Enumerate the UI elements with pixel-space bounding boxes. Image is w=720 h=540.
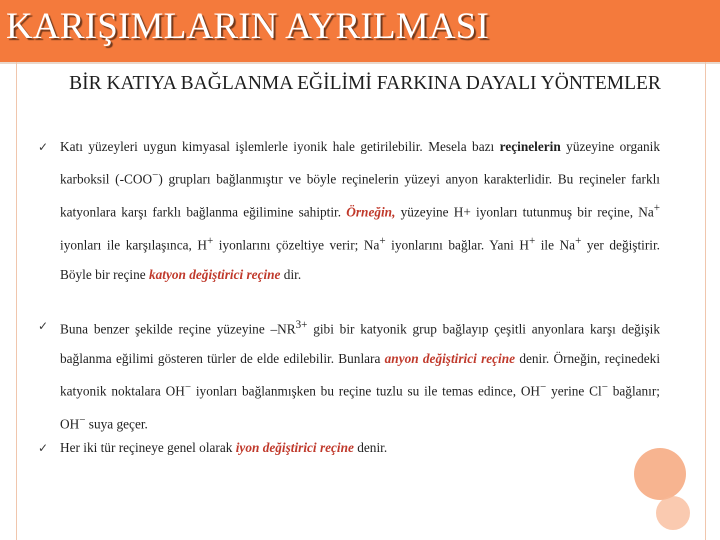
decorative-circle bbox=[634, 448, 686, 500]
text-run: iyonları ile karşılaşınca, H bbox=[60, 237, 207, 253]
text-run: denir. bbox=[353, 440, 388, 455]
superscript: − bbox=[540, 381, 547, 394]
checkmark-icon: ✓ bbox=[38, 140, 49, 154]
highlight-text: Örneğin, bbox=[346, 204, 396, 220]
superscript: + bbox=[379, 235, 386, 248]
text-run: suya geçer. bbox=[85, 416, 148, 432]
bullet-paragraph-3 bbox=[60, 433, 660, 462]
superscript: + bbox=[206, 235, 214, 248]
text-run: denir. Örneğin, reçinedeki katyonik noktalara OH bbox=[60, 350, 661, 399]
text-run: yüzeyine H+ iyonları tutunmuş bir reçine, Na bbox=[395, 204, 654, 220]
superscript: − bbox=[184, 381, 192, 394]
text-run: dir. bbox=[280, 266, 302, 282]
highlight-text: iyon değiştirici reçine bbox=[235, 440, 354, 455]
bullet-paragraph-2 bbox=[60, 311, 660, 439]
superscript: − bbox=[601, 381, 608, 394]
text-run: iyonlarını bağlar. Yani H bbox=[385, 237, 529, 253]
decorative-circle bbox=[656, 496, 690, 530]
emphasis-text: reçinelerin bbox=[499, 139, 561, 154]
bullet-paragraph-1 bbox=[60, 132, 660, 289]
text-run: Katı yüzeyleri uygun kimyasal işlemlerle iyonik hale getirilebilir. Mesela bazı bbox=[60, 139, 500, 154]
superscript: 3+ bbox=[295, 319, 308, 331]
highlight-text: anyon değiştirici reçine bbox=[384, 350, 516, 366]
checkmark-icon: ✓ bbox=[38, 441, 49, 455]
text-run: ) grupları bağlanmıştır ve böyle reçinelerin yüzeyi anyon karakterlidir. Bu reçineler farklı katyonlara karşı farklı bağlanma eğilimine sahiptir. bbox=[60, 171, 661, 220]
highlight-text: katyon değiştirici reçine bbox=[148, 266, 281, 282]
text-run: bağlanır; OH bbox=[60, 383, 661, 432]
text-run: iyonlarını çözeltiye verir; Na bbox=[213, 237, 380, 253]
text-run: gibi bir katyonik grup bağlayıp çeşitli anyonlara karşı değişik bağlanma eğilimi gösteren türler de elde edilebilir. Bunlara bbox=[60, 321, 660, 366]
text-run: yüzeyine organik karboksil (-COO bbox=[60, 139, 660, 187]
text-run: iyonları bağlanmışken bu reçine tuzlu su ile temas edince, OH bbox=[191, 383, 541, 399]
checkmark-icon: ✓ bbox=[38, 319, 49, 333]
superscript: + bbox=[653, 202, 660, 215]
superscript: + bbox=[575, 235, 582, 248]
superscript: − bbox=[79, 414, 86, 427]
text-run: yerine Cl bbox=[546, 383, 602, 399]
title-bar bbox=[0, 0, 720, 64]
text-run: Her iki tür reçineye genel olarak bbox=[60, 440, 236, 455]
text-run: Buna benzer şekilde reçine yüzeyine –NR bbox=[60, 321, 296, 337]
text-run: yer değiştirir. Böyle bir reçine bbox=[60, 237, 660, 282]
text-run: ile Na bbox=[535, 237, 576, 253]
slide-subtitle: BİR KATIYA BAĞLANMA EĞİLİMİ FARKINA DAYALI YÖNTEMLER bbox=[69, 73, 661, 94]
superscript: + bbox=[528, 235, 536, 248]
superscript: − bbox=[152, 169, 159, 182]
slide-title: KARIŞIMLARIN AYRILMASI bbox=[6, 6, 490, 47]
